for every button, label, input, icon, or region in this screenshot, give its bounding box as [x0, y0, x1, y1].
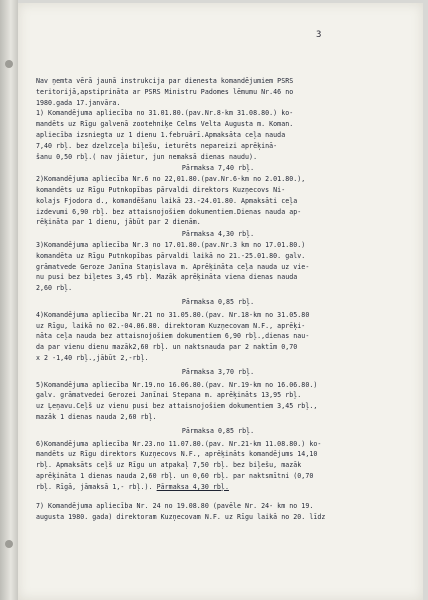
document-body — [36, 76, 400, 523]
text-line: 5)Komandējuma apliecība Nr.19.no 16.06.80.(pav. Nr.19-km no 16.06.80.) — [36, 380, 318, 389]
text-line: uz Rīgu, laikā no 02.-04.06.80. direktoram Kuzņecovam N.F., aprēķi- — [36, 321, 306, 330]
text-line: uz Ļeņavu.Ceļš uz vienu pusi bez attaisnojošiem dokumentiem 3,45 rbļ., — [36, 402, 318, 411]
text-line: šanu 0,50 rbļ.( nav jāietur, jun nemaksā dienas naudu). — [36, 152, 258, 161]
text-line: 2,60 rbļ. — [36, 284, 73, 293]
text-line — [36, 482, 400, 493]
text-line: 1) Komandējuma apliecība no 31.01.80.(pav.Nr.8-km 31.08.80.) ko- — [36, 109, 294, 118]
punch-hole — [5, 540, 13, 548]
item-7 — [36, 501, 400, 523]
item-3 — [36, 240, 400, 308]
text-line: grāmatvede Geroze Janīna Staņislava m. Aprēķināta ceļa nauda uz vie- — [36, 262, 310, 271]
text-line: 4)Komandējuma apliecība Nr.21 no 31.05.80.(pav. Nr.18-km no 31.05.80 — [36, 310, 310, 319]
overpayment-note: Pārmaksa 0,85 rbļ. — [181, 426, 255, 435]
page-number: 3 — [316, 30, 322, 40]
item-2 — [36, 174, 400, 240]
intro-paragraph — [36, 76, 400, 108]
item-5 — [36, 380, 400, 437]
text-line: x 2 -1,40 rbļ.,jābūt 2,-rbļ. — [36, 353, 149, 362]
overpayment-note: Pārmaksa 4,30 rbļ. — [181, 230, 255, 239]
text-line: kolajs Fjodora d., komandēšanu laikā 23.-24.01.80. Apmaksāti ceļa — [36, 196, 298, 205]
text-line: rēķināta par 1 dienu, jābūt par 2 dienām. — [36, 218, 201, 227]
overpayment-note: Pārmaksa 0,85 rbļ. — [181, 297, 255, 306]
item-1 — [36, 108, 400, 174]
text-line: rbļ. Apmaksāts ceļš uz Rīgu un atpakaļ 7,50 rbļ. bez biļešu, mazāk — [36, 461, 302, 470]
item-6 — [36, 439, 400, 493]
text-line: aprēķināta 1 dienas nauda 2,60 rbļ. un 0,60 rbļ. par naktsmītni (0,70 — [36, 471, 314, 480]
text-line: nāta ceļa nauda bez attaisnojošiem dokumentiem 6,90 rbļ.,dienas nau- — [36, 332, 310, 341]
text-line: teritorijā,apstiprināta ar PSRS Ministru Padomes lēmumu Nr.46 no — [36, 87, 294, 96]
text-line: 1980.gada 17.janvāra. — [36, 98, 121, 107]
punch-hole — [5, 60, 13, 68]
text-line: apliecība izsniegta uz 1 dienu 1.februārī.Apmaksāta ceļa nauda — [36, 130, 286, 139]
overpayment-note: Pārmaksa 4,30 rbļ. — [156, 482, 229, 491]
text-line: 7) Komandējuma apliecība Nr. 24 no 19.08.80 (pavēle Nr. 24- km no 19. — [36, 502, 314, 511]
text-line: izdevumi 6,90 rbļ. bez attaisnojošiem dokumentiem.Dienas nauda ap- — [36, 207, 302, 216]
text-line: nu pusi bez biļetes 3,45 rbļ. Mazāk aprēķināta viena dienas nauda — [36, 273, 298, 282]
text-line: mandēts uz Rīgu galvenā zootehniķe Celms Velta Augusta m. Koman. — [36, 120, 294, 129]
text-line: 7,40 rbļ. bez dzelzceļa biļešu, ieturēts nepareizi aprēķinā- — [36, 141, 278, 150]
overpayment-note: Pārmaksa 7,40 rbļ. — [181, 164, 255, 173]
text-line: komandēta uz Rīgu Putnkopības pārvaldi laikā no 21.-25.01.80. galv. — [36, 251, 306, 260]
text-line: Nav ņemta vērā jaunā instrukcija par dienesta komandējumiem PSRS — [36, 77, 294, 85]
text-line: galv. grāmatvedei Gerozei Janīnai Stepana m. aprēķināts 13,95 rbļ. — [36, 391, 302, 400]
item-4 — [36, 310, 400, 378]
text-line: 3)Komandējuma apliecība Nr.3 no 17.01.80.(pav.Nr.3 km no 17.01.80.) — [36, 240, 306, 249]
text-fragment: rbļ. Rīgā, jāmaksā 1,- rbļ.). — [36, 482, 153, 491]
text-line: mazāk 1 dienas nauda 2,60 rbļ. — [36, 412, 157, 421]
binder-strip — [0, 0, 18, 600]
text-line: 6)Komandējuma apliecība Nr.23.no 11.07.80.(pav. Nr.21-km 11.08.80.) ko- — [36, 439, 322, 448]
text-line: mandēts uz Rīgu direktors Kuzņecovs N.F., aprēķināts komandējums 14,10 — [36, 450, 318, 459]
text-line: augusta 1980. gada) direktoram Kuzņecovam N.F. uz Rīgu laikā no 20. līdz — [36, 513, 326, 522]
text-line: da par vienu dienu mazāk2,60 rbļ. un naktsnauda par 2 naktīm 0,70 — [36, 343, 298, 352]
overpayment-note: Pārmaksa 3,70 rbļ. — [181, 367, 255, 376]
text-line: komandēts uz Rīgu Putnkopības pārvaldi direktors Kuzņecovs Ni- — [36, 185, 286, 194]
text-line: 2)Komandējuma apliecība Nr.6 no 22,01.80.(pav.Nr.6-km no 2.01.80.), — [36, 175, 306, 184]
